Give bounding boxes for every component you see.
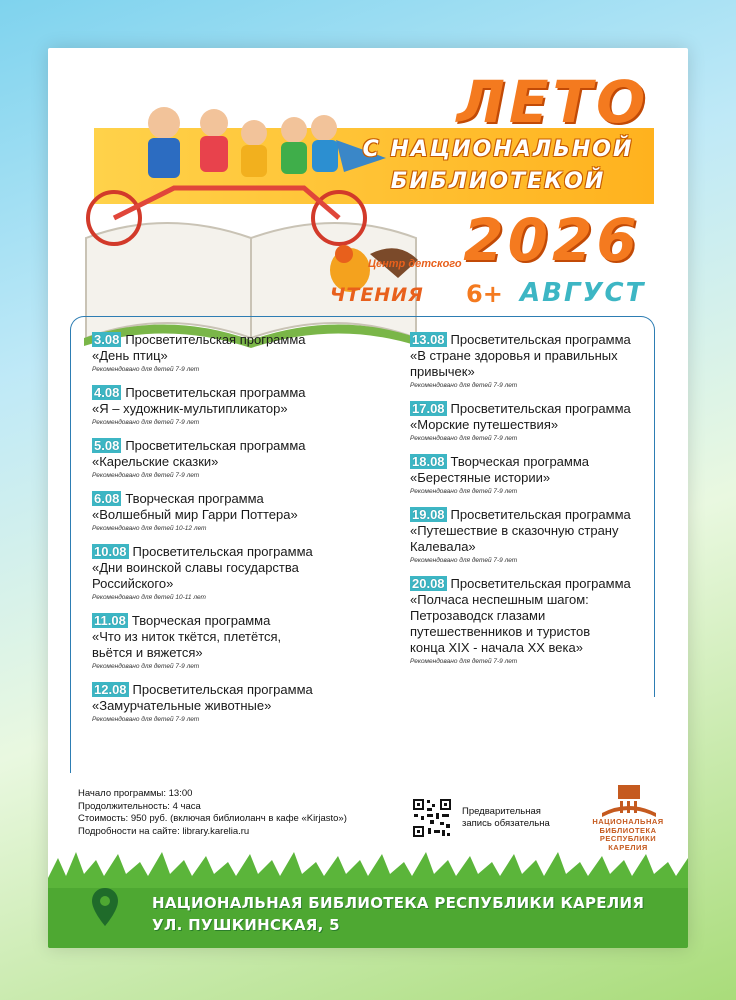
title-summer: ЛЕТО (456, 68, 650, 136)
left-event-list (92, 332, 382, 734)
event-item (92, 385, 382, 427)
event-type: Просветительская программа (450, 332, 631, 347)
event-type: Просветительская программа (132, 682, 313, 697)
reading-center-caption: Центр детского (368, 258, 462, 270)
event-title: «Полчаса неспешным шагом: (410, 592, 589, 607)
preregistration-note (462, 806, 550, 830)
event-date: 3.08 (94, 332, 120, 347)
event-date: 18.08 (412, 454, 445, 469)
event-item (410, 454, 660, 496)
info-cost: Стоимость: 950 руб. (включая библиоланч в кафе «Kirjasto») (78, 813, 347, 824)
event-age-recommendation: Рекомендовано для детей 7-9 лет (92, 716, 200, 723)
event-age-recommendation: Рекомендовано для детей 7-9 лет (410, 658, 518, 665)
event-date: 5.08 (94, 438, 120, 453)
qr-code[interactable] (412, 798, 452, 838)
event-date: 20.08 (412, 576, 445, 591)
event-age-recommendation: Рекомендовано для детей 7-9 лет (410, 557, 518, 564)
event-title-cont: Российского» (92, 576, 174, 591)
event-item (410, 576, 660, 666)
map-pin-icon (90, 886, 120, 928)
event-title-cont: привычек» (410, 364, 475, 379)
event-title: «Берестяные истории» (410, 470, 551, 485)
event-type: Просветительская программа (125, 438, 306, 453)
event-title: «Я – художник-мультипликатор» (92, 401, 288, 416)
event-title-cont: Петрозаводск глазами (410, 608, 546, 623)
address-street: УЛ. ПУШКИНСКАЯ, 5 (152, 916, 340, 934)
prereg-line-1: Предварительная (462, 806, 541, 817)
event-type: Творческая программа (125, 491, 264, 506)
event-title-cont: Калевала» (410, 539, 476, 554)
event-type: Просветительская программа (125, 332, 306, 347)
event-type: Творческая программа (450, 454, 590, 469)
event-item (92, 438, 382, 480)
reading-center-title: ЧТЕНИЯ (330, 284, 424, 306)
event-age-recommendation: Рекомендовано для детей 10-12 лет (92, 525, 207, 532)
event-item (92, 332, 382, 374)
event-item (92, 491, 382, 533)
event-age-recommendation: Рекомендовано для детей 7-9 лет (92, 663, 200, 670)
logo-text-line: БИБЛИОТЕКА (599, 825, 657, 835)
event-title-cont: путешественников и туристов (410, 624, 591, 639)
poster (48, 48, 688, 948)
title-year: 2026 (463, 206, 641, 274)
event-age-recommendation: Рекомендовано для детей 7-9 лет (92, 419, 200, 426)
event-date: 13.08 (412, 332, 445, 347)
event-date: 6.08 (94, 491, 120, 506)
logo-text-line: КАРЕЛИЯ (608, 842, 648, 852)
event-item (410, 401, 660, 443)
event-type: Просветительская программа (450, 507, 631, 522)
event-item (92, 613, 382, 671)
event-age-recommendation: Рекомендовано для детей 7-9 лет (92, 366, 200, 373)
event-title: «Волшебный мир Гарри Поттера» (92, 507, 298, 522)
event-age-recommendation: Рекомендовано для детей 10-11 лет (92, 594, 206, 601)
address-library-name: НАЦИОНАЛЬНАЯ БИБЛИОТЕКА РЕСПУБЛИКИ КАРЕЛИЯ (152, 894, 645, 912)
event-date: 17.08 (412, 401, 445, 416)
event-date: 19.08 (412, 507, 445, 522)
event-title: «Дни воинской славы государства (92, 560, 299, 575)
program-info (78, 788, 347, 838)
event-item (92, 682, 382, 724)
event-type: Творческая программа (131, 613, 271, 628)
age-rating: 6+ (466, 280, 503, 308)
event-date: 4.08 (94, 385, 120, 400)
event-type: Просветительская программа (450, 401, 631, 416)
logo-text-line: НАЦИОНАЛЬНАЯ (592, 817, 664, 826)
event-title: «Что из ниток ткётся, плетётся, (92, 629, 282, 644)
event-age-recommendation: Рекомендовано для детей 7-9 лет (410, 435, 518, 442)
event-title-cont: конца XIX - начала XX века» (410, 640, 583, 655)
event-type: Просветительская программа (125, 385, 306, 400)
event-title-cont: вьётся и вяжется» (92, 645, 203, 660)
event-date: 12.08 (94, 682, 127, 697)
event-age-recommendation: Рекомендовано для детей 7-9 лет (92, 472, 200, 479)
national-library-logo-text (588, 818, 668, 852)
logo-text-line: РЕСПУБЛИКИ (599, 834, 657, 843)
event-type: Просветительская программа (450, 576, 631, 591)
event-title: «Замурчательные животные» (92, 698, 272, 713)
right-event-list (410, 332, 660, 676)
event-item (92, 544, 382, 602)
title-line-2: С НАЦИОНАЛЬНОЙ (362, 137, 634, 162)
info-duration: Продолжительность: 4 часа (78, 800, 201, 812)
event-title: «Морские путешествия» (410, 417, 559, 432)
event-type: Просветительская программа (132, 544, 313, 559)
info-website[interactable]: Подробности на сайте: library.karelia.ru (78, 825, 250, 837)
info-start-time: Начало программы: 13:00 (78, 788, 193, 799)
event-title: «Путешествие в сказочную страну (410, 523, 619, 538)
event-item (410, 332, 660, 390)
event-age-recommendation: Рекомендовано для детей 7-9 лет (410, 382, 518, 389)
event-date: 11.08 (94, 613, 126, 628)
event-title: «Карельские сказки» (92, 454, 219, 469)
event-age-recommendation: Рекомендовано для детей 7-9 лет (410, 488, 518, 495)
event-date: 10.08 (94, 544, 127, 559)
title-subtitle (348, 134, 648, 198)
title-line-3: БИБЛИОТЕКОЙ (390, 169, 606, 194)
event-item (410, 507, 660, 565)
month-label: АВГУСТ (520, 278, 646, 308)
event-title: «День птиц» (92, 348, 168, 363)
prereg-line-2: запись обязательна (462, 818, 550, 829)
event-title: «В стране здоровья и правильных (410, 348, 618, 363)
